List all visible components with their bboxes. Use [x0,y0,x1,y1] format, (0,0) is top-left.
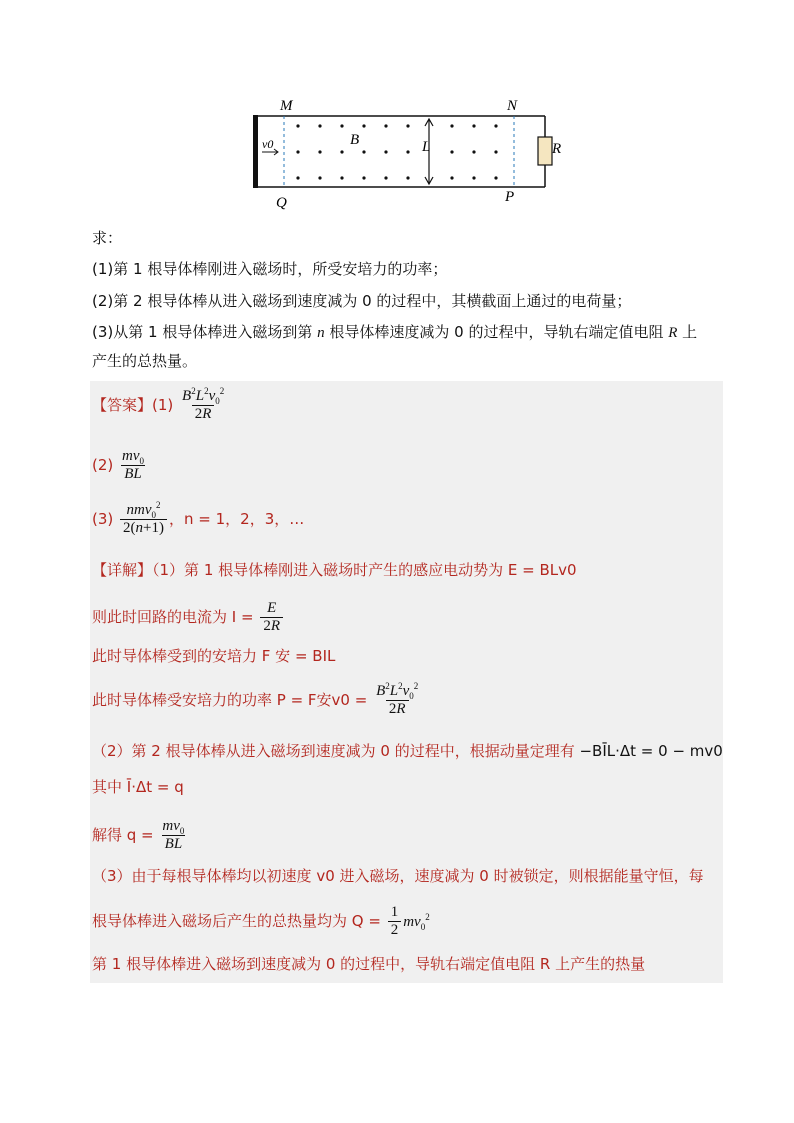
field-dot [362,124,365,127]
label-l: L [422,139,431,155]
field-dot [362,176,365,179]
label-b: B [350,132,360,148]
label-v0: v0 [262,137,274,151]
detail-line-9: 根导体棒进入磁场后产生的总热量均为 Q = $\frac{1}{2}$ $mv_0^2$ [92,904,430,938]
answer-2: (2) $\frac{mv_0}{BL}$ [92,448,145,482]
detail-line-6: 其中 Ī·Δt = q [92,778,184,796]
detail-line-8: （3）由于每根导体棒均以初速度 v0 进入磁场，速度减为 0 时被锁定，则根据能量守恒，每 [92,867,704,885]
field-dot [450,124,453,127]
field-dot [296,176,299,179]
answer-2-fraction: $\frac{mv_0}{BL}$ [122,448,145,482]
label-n: N [507,98,518,114]
label-m: M [280,98,293,114]
detail-tag: 【详解】 [92,561,153,579]
field-dot [472,176,475,179]
field-dot [362,150,365,153]
field-dot [406,150,409,153]
magnetic-field-dots [296,124,497,179]
field-dot [340,150,343,153]
question-2: (2)第 2 根导体棒从进入磁场到速度减为 0 的过程中，其横截面上通过的电荷量； [92,292,632,310]
field-dot [450,176,453,179]
field-dot [494,124,497,127]
field-dot [472,124,475,127]
question-3: (3)从第 1 根导体棒进入磁场到第 n 根导体棒速度减为 0 的过程中，导轨右端定值电阻 R 上 [92,323,698,341]
field-dot [318,124,321,127]
field-dot [450,150,453,153]
field-dot [472,150,475,153]
field-dot [340,176,343,179]
detail-line-7: 解得 q = $\frac{mv_0}{BL}$ [92,818,185,852]
field-dot [318,150,321,153]
detail-line-3: 此时导体棒受到的安培力 F 安 = BIL [92,647,336,665]
field-dot [318,176,321,179]
field-dot [494,176,497,179]
answer-panel [90,381,723,983]
question-3-cont: 产生的总热量。 [92,352,198,370]
detail-line-2: 则此时回路的电流为 I = $\frac{E}{2R}$ [92,600,285,635]
label-p: P [505,189,515,205]
field-dot [296,150,299,153]
answer-1: 【答案】(1) $\frac{B^2L^2v_0^2}{2R}$ [92,386,225,422]
detail-line-10: 第 1 根导体棒进入磁场到速度减为 0 的过程中，导轨右端定值电阻 R 上产生的热量 [92,955,646,973]
field-dot [384,150,387,153]
field-dot [406,124,409,127]
detail-line-4: 此时导体棒受安培力的功率 P = F安v0 = $\frac{B^2L^2v_0^2}{2R}$ [92,681,419,717]
question-1: (1)第 1 根导体棒刚进入磁场时，所受安培力的功率； [92,260,448,278]
field-dot [296,124,299,127]
rail-diagram [250,95,570,215]
answer-tag: 【答案】 [92,396,153,414]
field-dot [384,124,387,127]
label-q: Q [276,195,287,211]
field-dot [406,176,409,179]
answer-1-fraction: $\frac{B^2L^2v_0^2}{2R}$ [182,386,225,422]
detail-line-5: （2）第 2 根导体棒从进入磁场到速度减为 0 的过程中，根据动量定理有 −BĪL·Δt = 0 − mv0 [92,742,723,760]
answer-3-fraction: $\frac{nmv_0^2}{2(n+1)}$ [120,502,167,537]
circuit-figure [250,95,570,219]
answer-3: (3) $\frac{nmv_0^2}{2(n+1)}$ ，n = 1，2，3，… [92,500,305,536]
question-intro: 求： [92,229,123,247]
field-dot [340,124,343,127]
field-dot [494,150,497,153]
detail-line-1: 【详解】（1）第 1 根导体棒刚进入磁场时产生的感应电动势为 E = BLv0 [92,561,577,579]
label-r: R [552,141,562,157]
field-dot [384,176,387,179]
